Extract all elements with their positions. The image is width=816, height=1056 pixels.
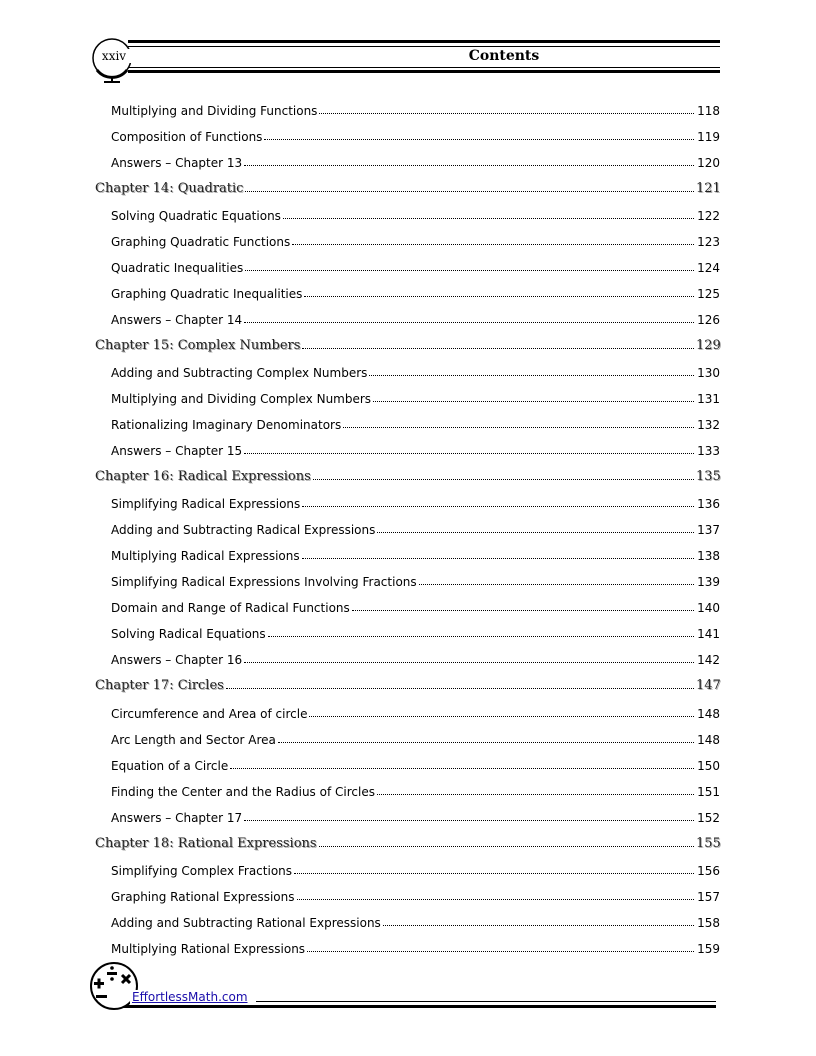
dot-leader xyxy=(244,819,694,821)
toc-entry-page: 123 xyxy=(697,235,720,249)
header-rule-top-thin xyxy=(128,46,720,47)
toc-entry-label: Quadratic Inequalities xyxy=(111,261,244,275)
toc-section-row xyxy=(95,699,720,721)
dot-leader xyxy=(297,898,695,900)
toc-entry-label: Multiplying and Dividing Functions xyxy=(111,104,318,118)
toc-entry-label: Answers – Chapter 14 xyxy=(111,313,243,327)
dot-leader xyxy=(377,531,694,533)
dot-leader xyxy=(283,217,694,219)
toc-section-row xyxy=(95,436,720,458)
toc-chapter-row xyxy=(95,331,720,353)
page-number: xxiv xyxy=(96,49,132,63)
header-rule-bottom xyxy=(128,70,720,73)
dot-leader xyxy=(244,661,694,663)
dot-leader xyxy=(244,452,694,454)
footer-website-link[interactable]: EffortlessMath.com xyxy=(132,990,248,1004)
toc-entry-page: 125 xyxy=(697,287,720,301)
toc-entry-label: Answers – Chapter 16 xyxy=(111,653,243,667)
toc-entry-label: Solving Quadratic Equations xyxy=(111,209,281,223)
toc-section-row xyxy=(95,201,720,223)
toc-entry-label: Chapter 14: Quadratic xyxy=(95,181,244,196)
toc-entry-page: 130 xyxy=(697,366,720,380)
toc-entry-page: 152 xyxy=(697,811,720,825)
toc-section-row xyxy=(95,725,720,747)
page-header xyxy=(88,36,720,84)
toc-section-row xyxy=(95,934,720,956)
toc-entry-page: 139 xyxy=(697,575,720,589)
toc-section-row xyxy=(95,567,720,589)
dot-leader xyxy=(302,347,694,349)
page-title xyxy=(288,48,720,64)
toc-section-row xyxy=(95,541,720,563)
header-rule-bottom-thin xyxy=(128,67,720,68)
toc-section-row xyxy=(95,593,720,615)
toc-section-row xyxy=(95,856,720,878)
toc-entry-label: Domain and Range of Radical Functions xyxy=(111,601,350,615)
dot-leader xyxy=(319,845,694,847)
dot-leader xyxy=(319,112,694,114)
toc-chapter-row xyxy=(95,829,720,851)
toc-entry-page: 158 xyxy=(697,916,720,930)
toc-entry-page: 129 xyxy=(696,338,721,353)
toc-entry-page: 120 xyxy=(697,156,720,170)
math-operators-icon xyxy=(88,962,140,1012)
toc-entry-label: Arc Length and Sector Area xyxy=(111,733,276,747)
toc-section-row xyxy=(95,384,720,406)
toc-section-row xyxy=(95,122,720,144)
toc-entry-page: 150 xyxy=(697,759,720,773)
toc-entry-page: 136 xyxy=(697,497,720,511)
toc-section-row xyxy=(95,227,720,249)
toc-section-row xyxy=(95,305,720,327)
dot-leader xyxy=(264,138,694,140)
dot-leader xyxy=(226,687,694,689)
dot-leader xyxy=(313,478,694,480)
dot-leader xyxy=(373,400,694,402)
dot-leader xyxy=(369,374,694,376)
toc-entry-label: Multiplying and Dividing Complex Numbers xyxy=(111,392,372,406)
toc-section-row xyxy=(95,410,720,432)
toc-entry-label: Rationalizing Imaginary Denominators xyxy=(111,418,342,432)
toc-entry-label: Adding and Subtracting Rational Expressions xyxy=(111,916,381,930)
toc-entry-label: Answers – Chapter 13 xyxy=(111,156,243,170)
footer-rule-thin xyxy=(256,1001,716,1002)
toc-entry-page: 155 xyxy=(696,836,721,851)
toc-entry-page: 121 xyxy=(696,181,721,196)
toc-entry-label: Graphing Rational Expressions xyxy=(111,890,295,904)
toc-chapter-row xyxy=(95,671,720,693)
toc-entry-label: Simplifying Complex Fractions xyxy=(111,864,293,878)
dot-leader xyxy=(278,741,694,743)
toc-entry-page: 119 xyxy=(697,130,720,144)
toc-entry-page: 135 xyxy=(696,469,721,484)
toc-section-row xyxy=(95,908,720,930)
toc-section-row xyxy=(95,489,720,511)
toc-section-row xyxy=(95,279,720,301)
dot-leader xyxy=(244,164,694,166)
dot-leader xyxy=(352,609,694,611)
toc-entry-label: Solving Radical Equations xyxy=(111,627,266,641)
toc-entry-page: 140 xyxy=(697,601,720,615)
dot-leader xyxy=(292,243,694,245)
toc-entry-page: 137 xyxy=(697,523,720,537)
toc-section-row xyxy=(95,96,720,118)
toc-entry-label: Chapter 17: Circles xyxy=(95,678,224,693)
toc-entry-page: 159 xyxy=(697,942,720,956)
footer-rule xyxy=(114,1005,716,1008)
toc-entry-page: 124 xyxy=(697,261,720,275)
toc-entry-label: Graphing Quadratic Functions xyxy=(111,235,291,249)
toc-entry-label: Adding and Subtracting Complex Numbers xyxy=(111,366,368,380)
toc-section-row xyxy=(95,515,720,537)
dot-leader xyxy=(245,269,694,271)
toc-section-row xyxy=(95,882,720,904)
toc-section-row xyxy=(95,358,720,380)
toc-entry-page: 133 xyxy=(697,444,720,458)
toc-entry-label: Chapter 15: Complex Numbers xyxy=(95,338,301,353)
toc-chapter-row xyxy=(95,462,720,484)
dot-leader xyxy=(419,583,694,585)
header-rule-top xyxy=(128,40,720,43)
toc-entry-label: Graphing Quadratic Inequalities xyxy=(111,287,303,301)
toc-entry-label: Adding and Subtracting Radical Expressions xyxy=(111,523,376,537)
toc-entry-label: Circumference and Area of circle xyxy=(111,707,308,721)
dot-leader xyxy=(343,426,694,428)
toc-entry-page: 148 xyxy=(697,707,720,721)
toc-entry-page: 147 xyxy=(696,678,721,693)
toc-entry-page: 142 xyxy=(697,653,720,667)
toc-entry-page: 138 xyxy=(697,549,720,563)
page-footer xyxy=(88,962,720,1012)
page-title-text: Contents xyxy=(463,48,546,64)
toc-entry-page: 118 xyxy=(697,104,720,118)
dot-leader xyxy=(377,793,694,795)
toc-entry-page: 132 xyxy=(697,418,720,432)
dot-leader xyxy=(307,950,694,952)
toc-entry-label: Multiplying Radical Expressions xyxy=(111,549,300,563)
toc-entry-label: Chapter 18: Rational Expressions xyxy=(95,836,317,851)
toc-entry-label: Answers – Chapter 15 xyxy=(111,444,243,458)
toc-entry-page: 122 xyxy=(697,209,720,223)
dot-leader xyxy=(383,924,694,926)
toc-entry-page: 157 xyxy=(697,890,720,904)
dot-leader xyxy=(294,872,694,874)
toc-section-row xyxy=(95,751,720,773)
toc-entry-label: Chapter 16: Radical Expressions xyxy=(95,469,311,484)
dot-leader xyxy=(304,295,694,297)
toc-entry-label: Equation of a Circle xyxy=(111,759,229,773)
toc-entry-label: Answers – Chapter 17 xyxy=(111,811,243,825)
toc-section-row xyxy=(95,619,720,641)
toc-entry-page: 148 xyxy=(697,733,720,747)
toc-entry-page: 156 xyxy=(697,864,720,878)
dot-leader xyxy=(245,190,694,192)
dot-leader xyxy=(230,767,694,769)
toc-entry-label: Multiplying Rational Expressions xyxy=(111,942,306,956)
toc-section-row xyxy=(95,803,720,825)
toc-entry-page: 126 xyxy=(697,313,720,327)
dot-leader xyxy=(302,505,694,507)
dot-leader xyxy=(268,635,694,637)
toc-section-row xyxy=(95,777,720,799)
toc-entry-page: 141 xyxy=(697,627,720,641)
toc-chapter-row xyxy=(95,174,720,196)
dot-leader xyxy=(309,715,694,717)
toc-entry-label: Finding the Center and the Radius of Circles xyxy=(111,785,375,799)
dot-leader xyxy=(244,321,694,323)
toc-section-row xyxy=(95,148,720,170)
dot-leader xyxy=(302,557,694,559)
toc-entry-label: Composition of Functions xyxy=(111,130,263,144)
toc-entry-label: Simplifying Radical Expressions xyxy=(111,497,301,511)
toc-entry-page: 151 xyxy=(697,785,720,799)
toc-section-row xyxy=(95,645,720,667)
toc-section-row xyxy=(95,253,720,275)
toc-entry-page: 131 xyxy=(697,392,720,406)
toc-entry-label: Simplifying Radical Expressions Involving Fractions xyxy=(111,575,417,589)
